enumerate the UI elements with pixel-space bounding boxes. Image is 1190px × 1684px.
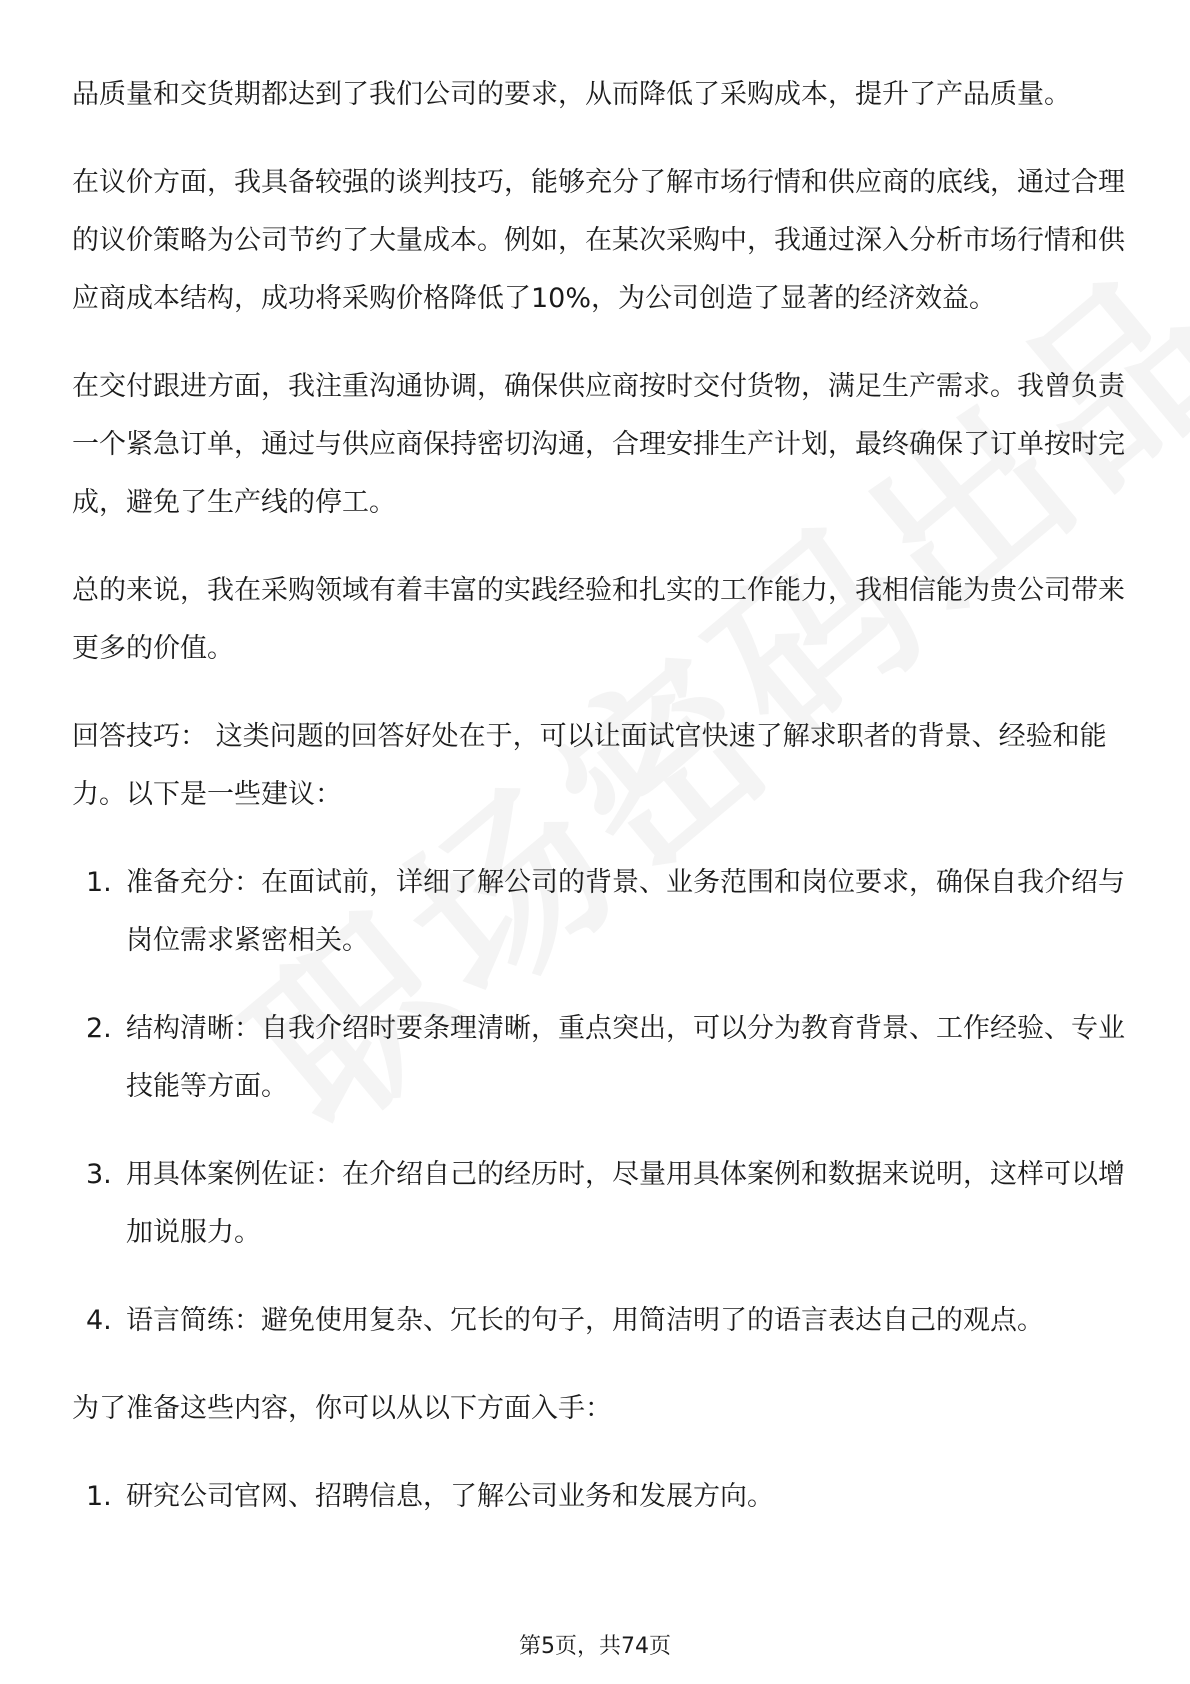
list-number: 1.	[86, 867, 112, 898]
list-text: 用具体案例佐证：在介绍自己的经历时，尽量用具体案例和数据来说明，这样可以增加说服力。	[126, 1159, 1125, 1248]
prep-list	[72, 1468, 1132, 1526]
list-text: 研究公司官网、招聘信息，了解公司业务和发展方向。	[126, 1481, 774, 1512]
list-item	[72, 1292, 1132, 1350]
paragraph-summary: 总的来说，我在采购领域有着丰富的实践经验和扎实的工作能力，我相信能为贵公司带来更多的价值。	[72, 575, 1125, 664]
paragraph-answer-tips: 回答技巧： 这类问题的回答好处在于，可以让面试官快速了解求职者的背景、经验和能力。以下是一些建议：	[72, 721, 1107, 810]
list-text: 准备充分：在面试前，详细了解公司的背景、业务范围和岗位要求，确保自我介绍与岗位需求紧密相关。	[126, 867, 1125, 956]
list-number: 4.	[86, 1305, 112, 1336]
page-content	[72, 66, 1132, 1556]
list-item	[72, 1468, 1132, 1526]
list-item	[72, 1146, 1132, 1262]
page-footer: 第5页，共74页	[519, 1634, 671, 1659]
list-number: 3.	[86, 1159, 112, 1190]
paragraph-quality: 品质量和交货期都达到了我们公司的要求，从而降低了采购成本，提升了产品质量。	[72, 79, 1071, 110]
list-text: 语言简练：避免使用复杂、冗长的句子，用简洁明了的语言表达自己的观点。	[126, 1305, 1044, 1336]
paragraph-prep-intro: 为了准备这些内容，你可以从以下方面入手：	[72, 1393, 612, 1424]
paragraph-delivery: 在交付跟进方面，我注重沟通协调，确保供应商按时交付货物，满足生产需求。我曾负责一个紧急订单，通过与供应商保持密切沟通，合理安排生产计划，最终确保了订单按时完成，避免了生产线的停工。	[72, 371, 1125, 518]
list-item	[72, 854, 1132, 970]
list-number: 2.	[86, 1013, 112, 1044]
list-text: 结构清晰：自我介绍时要条理清晰，重点突出，可以分为教育背景、工作经验、专业技能等方面。	[126, 1013, 1125, 1102]
paragraph-negotiation: 在议价方面，我具备较强的谈判技巧，能够充分了解市场行情和供应商的底线，通过合理的议价策略为公司节约了大量成本。例如，在某次采购中，我通过深入分析市场行情和供应商成本结构，成功将采购价格降低了10%，为公司创造了显著的经济效益。	[72, 167, 1125, 314]
list-item	[72, 1000, 1132, 1116]
tips-list	[72, 854, 1132, 1350]
list-number: 1.	[86, 1481, 112, 1512]
